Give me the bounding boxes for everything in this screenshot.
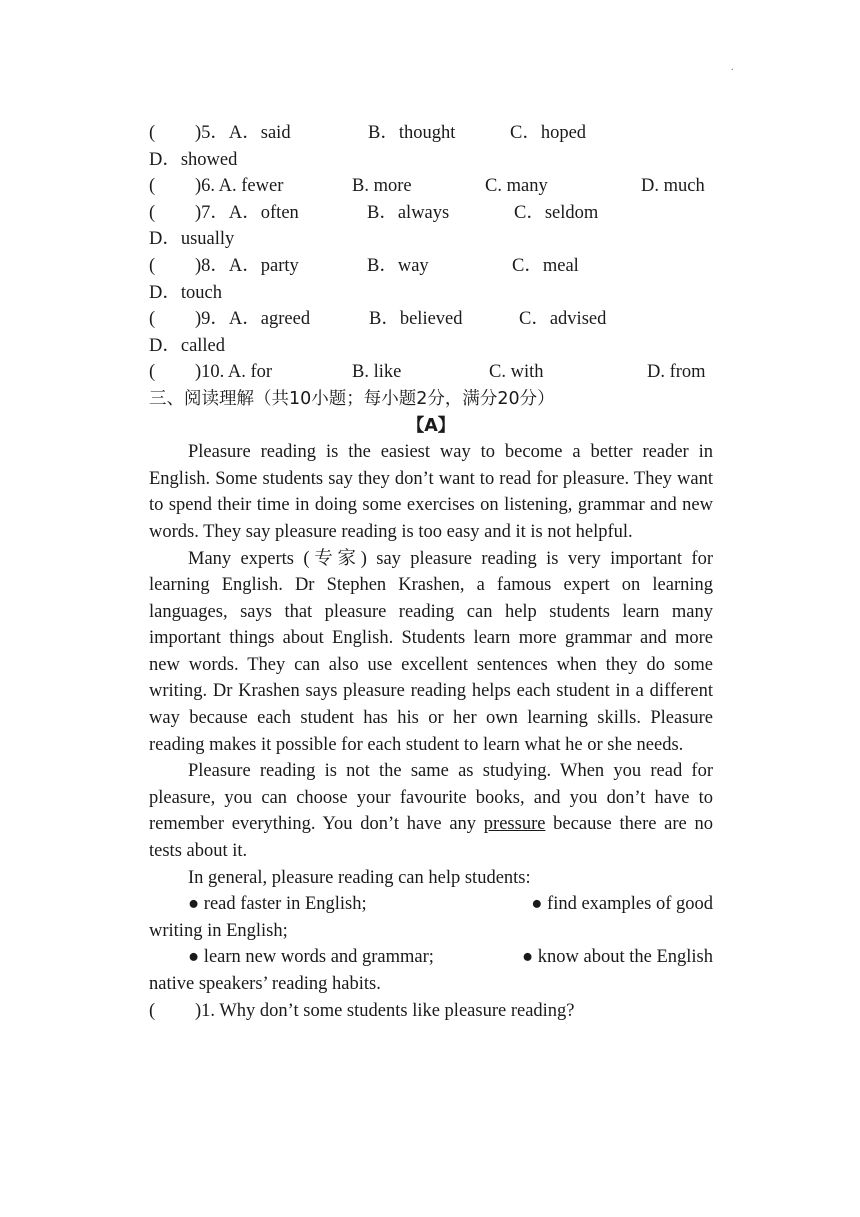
option-d: D. much — [641, 176, 705, 197]
bullet-item: ● learn new words and grammar; — [188, 947, 434, 968]
question-7-d — [149, 226, 713, 253]
question-5-d — [149, 147, 713, 174]
paragraph-3-after: because there are no tests about it. — [149, 814, 713, 862]
option-b: B. like — [352, 362, 402, 383]
passage-label: 【A】 — [406, 415, 456, 436]
option-a: )9．A．agreed — [195, 309, 311, 330]
bullet-item: ● read faster in English; — [188, 894, 367, 915]
bullet-row-2 — [149, 944, 713, 971]
option-d: D. from — [647, 362, 706, 383]
bullet-row-1 — [149, 891, 713, 918]
option-d: D．called — [149, 335, 226, 356]
answer-paren: ( — [149, 176, 156, 197]
option-b: B．always — [367, 202, 450, 223]
question-6 — [149, 173, 713, 200]
option-a: )10. A. for — [195, 362, 273, 383]
option-c: C．meal — [512, 255, 579, 276]
paragraph-3-before: Pleasure reading is not the same as studying. When you read for pleasure, you can choose your favourite books, and you don’t have to remember everything. You don’t have any — [149, 761, 713, 835]
reading-question-1 — [149, 998, 713, 1025]
bullet-continuation: native speakers’ reading habits. — [149, 974, 381, 994]
question-7 — [149, 200, 713, 227]
option-b: B. more — [352, 176, 412, 197]
option-b: B．believed — [369, 309, 463, 330]
bullet-continuation: writing in English; — [149, 920, 288, 941]
section-title: 三、阅读理解（共10小题；每小题2分，满分20分） — [149, 388, 555, 409]
paragraph-2: Many experts (专家) say pleasure reading is very important for learning English. Dr Stephen Krashen, a famous expert on learning languages, says that pleasure reading can help students learn many important things about English. Students learn more grammar and more new words. They can also use excellent sentences when they do some writing. Dr Krashen says pleasure reading helps each student in a different way because each student has his or her own learning skills. Pleasure reading makes it possible for each student to learn what he or she needs. — [149, 548, 713, 755]
option-c: C. many — [485, 176, 548, 197]
page-dot: . — [731, 62, 734, 73]
option-c: C．advised — [519, 309, 607, 330]
bullet-item: ● find examples of good — [531, 894, 713, 915]
option-d: D．touch — [149, 282, 222, 303]
answer-paren: ( — [149, 255, 156, 276]
answer-paren: ( — [149, 202, 156, 223]
question-5 — [149, 120, 713, 147]
underlined-word: pressure — [483, 814, 546, 835]
question-text: )1. Why don’t some students like pleasure reading? — [195, 1000, 575, 1021]
option-d: D．showed — [149, 149, 238, 170]
option-c: C. with — [489, 362, 544, 383]
answer-paren: ( — [149, 362, 156, 383]
paragraph-1: Pleasure reading is the easiest way to become a better reader in English. Some students say they don’t want to read for pleasure. They want to spend their time in doing some exercises on listening, grammar and new words. They say pleasure reading is too easy and it is not helpful. — [149, 442, 713, 542]
option-a: )5．A．said — [195, 123, 291, 143]
bullet-row-2-cont — [149, 971, 713, 998]
answer-paren: ( — [149, 309, 156, 330]
option-a: )8．A．party — [195, 255, 299, 276]
question-9-d — [149, 333, 713, 360]
answer-paren: ( — [149, 1000, 156, 1021]
question-10 — [149, 359, 713, 386]
exam-page — [149, 120, 713, 1024]
option-b: B．way — [367, 255, 429, 276]
answer-paren: ( — [149, 123, 156, 143]
bullet-item: ● know about the English — [521, 947, 713, 968]
question-9 — [149, 306, 713, 333]
question-8-d — [149, 280, 713, 307]
option-a: )7．A．often — [195, 202, 299, 223]
option-c: C．hoped — [510, 123, 587, 143]
option-b: B．thought — [368, 123, 456, 143]
option-a: )6. A. fewer — [195, 176, 284, 197]
question-8 — [149, 253, 713, 280]
summary-intro: In general, pleasure reading can help students: — [188, 867, 531, 888]
paragraph-3 — [149, 758, 713, 864]
option-c: C．seldom — [514, 202, 599, 223]
option-d: D．usually — [149, 229, 235, 250]
bullet-row-1-cont — [149, 918, 713, 945]
